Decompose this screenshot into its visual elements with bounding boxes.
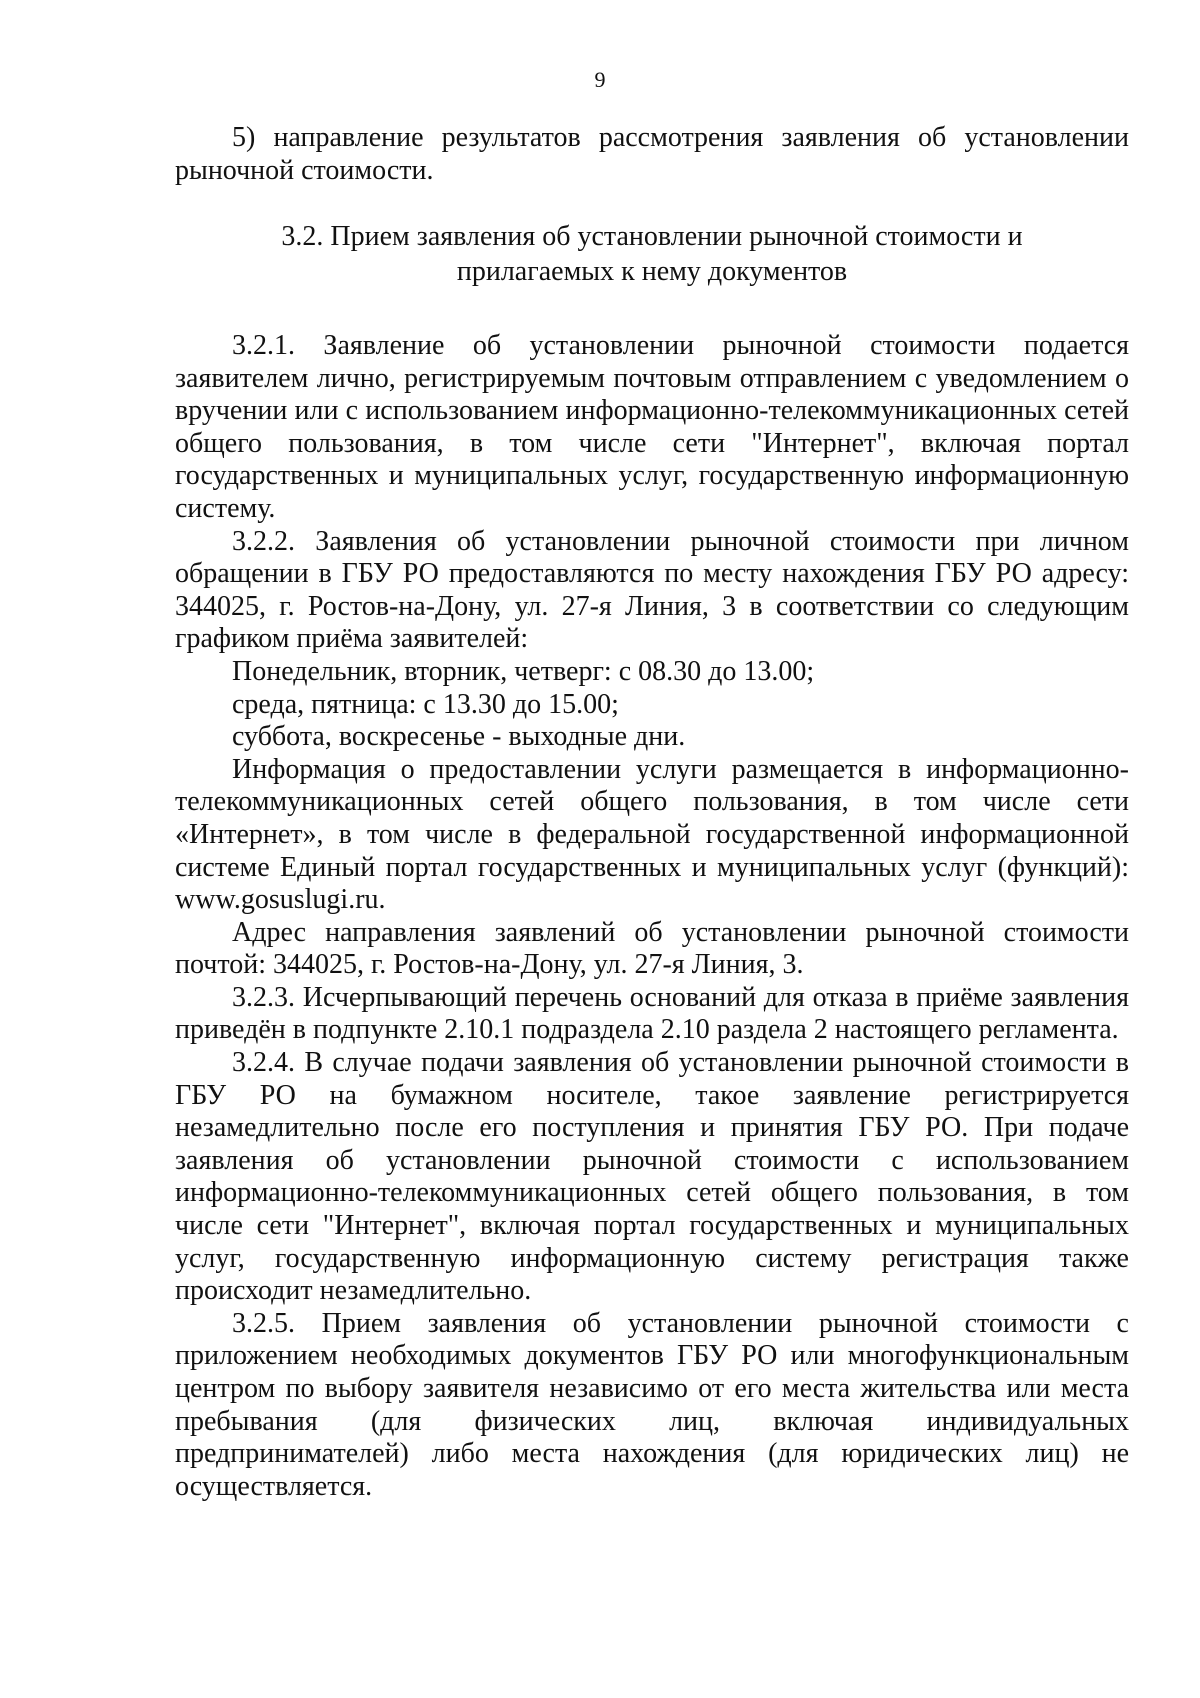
section-body xyxy=(175,330,1129,1503)
page-number: 9 xyxy=(594,67,606,92)
paragraph-3-2-5: 3.2.5. Прием заявления об установлении рыночной стоимости с приложением необходимых документов ГБУ РО или многофункциональным центром по выбору заявителя независимо от его места жительства или места пребывания (для физических лиц, включая индивидуальных предпринимателей) либо места нахождения (для юридических лиц) не осуществляется. xyxy=(175,1307,1129,1502)
paragraph-info-portal: Информация о предоставлении услуги размещается в информационно-телекоммуникационных сетей общего пользования, в том числе сети «Интернет», в том числе в федеральной государственной информационной системе Единый портал государственных и муниципальных услуг (функций): www.gosuslugi.ru. xyxy=(175,753,1129,916)
paragraph-3-2-4: 3.2.4. В случае подачи заявления об установлении рыночной стоимости в ГБУ РО на бумажном носителе, такое заявление регистрируется незамедлительно после его поступления и принятия ГБУ РО. При подаче заявления об установлении рыночной стоимости с использованием информационно-телекоммуникационных сетей общего пользования, в том числе сети "Интернет", включая портал государственных и муниципальных услуг, государственную информационную систему регистрация также происходит незамедлительно. xyxy=(175,1047,1129,1307)
schedule-weekend: суббота, воскресенье - выходные дни. xyxy=(232,721,686,753)
paragraph-3-2-1: 3.2.1. Заявление об установлении рыночной стоимости подается заявителем лично, регистрируемым почтовым отправлением с уведомлением о вручении или с использованием информационно-телекоммуникационных сетей общего пользования, в том числе сети "Интернет", включая портал государственных и муниципальных услуг, государственную информационную систему. xyxy=(175,330,1129,524)
section-heading-line-2: прилагаемых к нему документов xyxy=(456,256,848,287)
intro-paragraph: 5) направление результатов рассмотрения заявления об установлении рыночной стоимости. xyxy=(175,122,1129,186)
paragraph-3-2-2: 3.2.2. Заявления об установлении рыночной стоимости при личном обращении в ГБУ РО предоставляются по месту нахождения ГБУ РО адресу: 344025, г. Ростов-на-Дону, ул. 27-я Линия, 3 в соответствии со следующим графиком приёма заявителей: xyxy=(175,525,1129,655)
paragraph-3-2-3: 3.2.3. Исчерпывающий перечень оснований для отказа в приёме заявления приведён в подпункте 2.10.1 подраздела 2.10 раздела 2 настоящего регламента. xyxy=(175,981,1129,1046)
section-heading xyxy=(175,219,1129,289)
intro-block xyxy=(175,122,1129,187)
schedule-weekdays: Понедельник, вторник, четверг: с 08.30 до 13.00; xyxy=(232,655,815,687)
schedule-wed-fri: среда, пятница: с 13.30 до 15.00; xyxy=(232,688,619,720)
paragraph-postal-address: Адрес направления заявлений об установлении рыночной стоимости почтой: 344025, г. Ростов-на-Дону, ул. 27-я Линия, 3. xyxy=(175,916,1129,981)
section-heading-line-1: 3.2. Прием заявления об установлении рыночной стоимости и xyxy=(281,221,1023,252)
